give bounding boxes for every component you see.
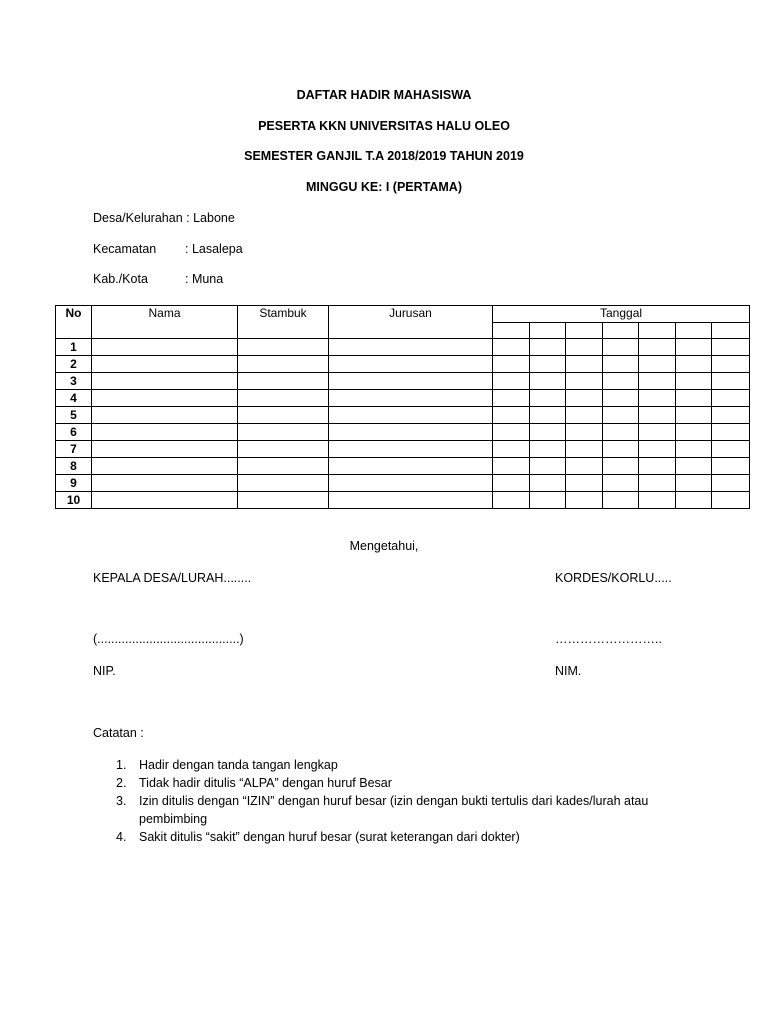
table-cell — [329, 475, 493, 492]
table-cell — [566, 356, 603, 373]
table-row — [56, 458, 750, 475]
attendance-table — [55, 305, 750, 509]
table-cell — [712, 475, 750, 492]
table-cell — [329, 441, 493, 458]
nim-label: NIM. — [555, 664, 582, 678]
note-item — [116, 756, 686, 774]
table-cell — [530, 492, 566, 509]
table-cell — [530, 373, 566, 390]
notes-list — [116, 756, 686, 846]
table-cell — [603, 458, 639, 475]
table-cell — [329, 339, 493, 356]
document-subtitle: PESERTA KKN UNIVERSITAS HALU OLEO — [258, 119, 510, 133]
table-cell — [603, 424, 639, 441]
table-cell — [92, 339, 238, 356]
desa-label: Desa/Kelurahan — [93, 211, 183, 225]
date-cell — [676, 323, 712, 339]
table-cell — [676, 475, 712, 492]
table-cell — [493, 373, 530, 390]
table-cell — [603, 390, 639, 407]
table-cell — [712, 492, 750, 509]
table-cell — [676, 356, 712, 373]
table-cell — [238, 475, 329, 492]
table-cell — [329, 356, 493, 373]
table-row — [56, 390, 750, 407]
table-cell — [676, 441, 712, 458]
table-cell — [92, 373, 238, 390]
table-row — [56, 339, 750, 356]
kepala-desa-name-line: (.........................................) — [93, 632, 244, 646]
table-cell — [493, 407, 530, 424]
table-cell — [566, 441, 603, 458]
table-cell — [566, 390, 603, 407]
note-text: Tidak hadir ditulis “ALPA” dengan huruf Besar — [139, 776, 392, 790]
desa-field — [93, 211, 235, 225]
notes-title: Catatan : — [93, 726, 144, 740]
table-row — [56, 441, 750, 458]
table-row — [56, 424, 750, 441]
table-cell — [238, 424, 329, 441]
col-header-no: No — [56, 306, 92, 339]
date-cell — [603, 323, 639, 339]
row-number: 2 — [56, 356, 92, 373]
table-cell — [329, 407, 493, 424]
col-header-tanggal: Tanggal — [493, 306, 750, 323]
row-number: 3 — [56, 373, 92, 390]
table-cell — [329, 424, 493, 441]
table-cell — [676, 424, 712, 441]
table-cell — [603, 441, 639, 458]
table-row — [56, 475, 750, 492]
col-header-nama: Nama — [92, 306, 238, 339]
row-number: 10 — [56, 492, 92, 509]
table-cell — [493, 441, 530, 458]
table-cell — [603, 492, 639, 509]
table-cell — [639, 407, 676, 424]
table-cell — [639, 390, 676, 407]
table-cell — [92, 475, 238, 492]
table-cell — [676, 390, 712, 407]
table-cell — [493, 356, 530, 373]
table-cell — [329, 390, 493, 407]
note-text: Hadir dengan tanda tangan lengkap — [139, 758, 338, 772]
table-cell — [603, 356, 639, 373]
table-cell — [92, 441, 238, 458]
kab-label: Kab./Kota — [93, 272, 148, 286]
row-number: 4 — [56, 390, 92, 407]
table-cell — [493, 424, 530, 441]
date-cell — [530, 323, 566, 339]
col-header-stambuk: Stambuk — [238, 306, 329, 339]
table-cell — [712, 356, 750, 373]
row-number: 1 — [56, 339, 92, 356]
table-cell — [603, 373, 639, 390]
document-title: DAFTAR HADIR MAHASISWA — [296, 88, 472, 102]
table-cell — [530, 339, 566, 356]
table-cell — [92, 424, 238, 441]
mengetahui-label: Mengetahui, — [349, 539, 419, 553]
table-cell — [603, 475, 639, 492]
table-cell — [238, 356, 329, 373]
table-cell — [493, 390, 530, 407]
kordes-title: KORDES/KORLU..... — [555, 571, 672, 585]
table-cell — [566, 458, 603, 475]
table-cell — [493, 458, 530, 475]
note-number: 1. — [116, 758, 127, 772]
table-cell — [639, 373, 676, 390]
date-cell — [639, 323, 676, 339]
kab-field — [93, 272, 223, 286]
nip-label: NIP. — [93, 664, 116, 678]
col-header-jurusan: Jurusan — [329, 306, 493, 339]
table-cell — [639, 458, 676, 475]
table-cell — [639, 356, 676, 373]
kecamatan-field — [93, 242, 243, 256]
table-cell — [238, 407, 329, 424]
note-number: 4. — [116, 830, 127, 844]
table-cell — [712, 339, 750, 356]
table-row — [56, 407, 750, 424]
note-number: 2. — [116, 776, 127, 790]
table-cell — [329, 458, 493, 475]
table-cell — [566, 407, 603, 424]
row-number: 8 — [56, 458, 92, 475]
table-cell — [639, 492, 676, 509]
date-cell — [712, 323, 750, 339]
table-row — [56, 356, 750, 373]
table-cell — [676, 492, 712, 509]
table-cell — [530, 458, 566, 475]
table-cell — [92, 390, 238, 407]
table-cell — [238, 390, 329, 407]
table-cell — [712, 390, 750, 407]
table-cell — [566, 492, 603, 509]
note-number: 3. — [116, 794, 127, 808]
row-number: 6 — [56, 424, 92, 441]
kordes-name-line: …………………….. — [555, 632, 662, 646]
table-cell — [639, 339, 676, 356]
kepala-desa-title: KEPALA DESA/LURAH........ — [93, 571, 252, 585]
table-cell — [493, 475, 530, 492]
table-cell — [530, 441, 566, 458]
table-cell — [639, 475, 676, 492]
table-cell — [639, 441, 676, 458]
semester-line: SEMESTER GANJIL T.A 2018/2019 TAHUN 2019 — [244, 149, 524, 163]
note-item — [116, 774, 686, 792]
table-cell — [712, 441, 750, 458]
table-cell — [712, 424, 750, 441]
table-cell — [603, 407, 639, 424]
date-cell — [566, 323, 603, 339]
table-cell — [712, 373, 750, 390]
note-item — [116, 792, 686, 828]
table-cell — [92, 492, 238, 509]
row-number: 7 — [56, 441, 92, 458]
table-cell — [238, 458, 329, 475]
table-cell — [566, 475, 603, 492]
table-row — [56, 492, 750, 509]
table-cell — [530, 475, 566, 492]
table-cell — [530, 407, 566, 424]
table-cell — [92, 356, 238, 373]
table-cell — [329, 492, 493, 509]
date-cell — [493, 323, 530, 339]
table-body — [56, 339, 750, 509]
table-cell — [676, 339, 712, 356]
table-cell — [676, 458, 712, 475]
kecamatan-label: Kecamatan — [93, 242, 157, 256]
table-cell — [676, 407, 712, 424]
kecamatan-value: : Lasalepa — [185, 242, 243, 256]
table-cell — [566, 424, 603, 441]
desa-value: : Labone — [186, 211, 235, 225]
table-cell — [530, 424, 566, 441]
table-cell — [238, 339, 329, 356]
table-cell — [238, 492, 329, 509]
table-cell — [238, 441, 329, 458]
table-cell — [676, 373, 712, 390]
table-cell — [238, 373, 329, 390]
table-cell — [92, 458, 238, 475]
table-cell — [493, 339, 530, 356]
note-text: Sakit ditulis “sakit” dengan huruf besar (surat keterangan dari dokter) — [139, 830, 520, 844]
row-number: 9 — [56, 475, 92, 492]
table-cell — [566, 339, 603, 356]
kab-value: : Muna — [185, 272, 224, 286]
table-cell — [603, 339, 639, 356]
table-cell — [712, 458, 750, 475]
table-cell — [530, 356, 566, 373]
note-item — [116, 828, 686, 846]
row-number: 5 — [56, 407, 92, 424]
week-line: MINGGU KE: I (PERTAMA) — [305, 180, 462, 194]
table-row — [56, 373, 750, 390]
note-text: Izin ditulis dengan “IZIN” dengan huruf besar (izin dengan bukti tertulis dari kades/lurah atau pembimbing — [139, 794, 649, 826]
table-cell — [639, 424, 676, 441]
table-cell — [493, 492, 530, 509]
table-cell — [566, 373, 603, 390]
table-cell — [92, 407, 238, 424]
table-cell — [712, 407, 750, 424]
table-cell — [329, 373, 493, 390]
table-cell — [530, 390, 566, 407]
